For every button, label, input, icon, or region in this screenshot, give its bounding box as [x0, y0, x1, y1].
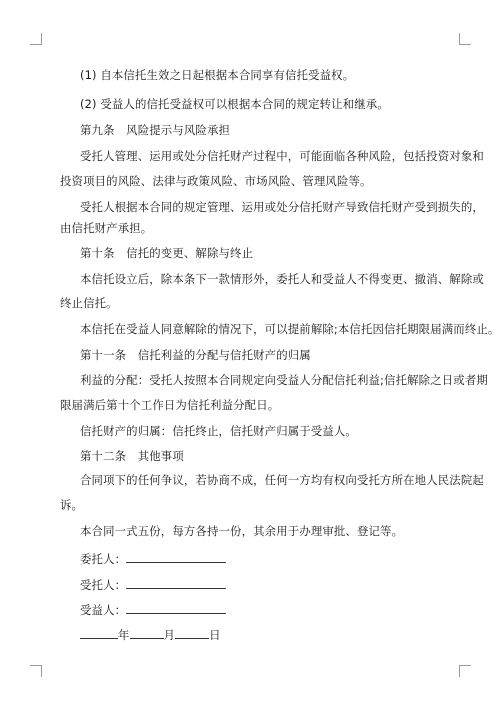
article-11-heading: 第十一条 信托利益的分配与信托财产的归属 — [80, 348, 311, 362]
article-12-heading: 第十二条 其他事项 — [80, 449, 184, 463]
paragraph-line: 受托人根据本合同的规定管理、运用或处分信托财产导致信托财产受到损失的， — [80, 200, 484, 214]
crop-mark-bottom-left — [30, 665, 42, 677]
paragraph-line: 投资项目的风险、法律与政策风险、市场风险、管理风险等。 — [60, 174, 372, 188]
day-blank — [175, 627, 209, 639]
crop-mark-top-right — [459, 33, 471, 45]
settlor-signature-blank — [126, 551, 226, 563]
crop-mark-bottom-right — [459, 665, 471, 677]
paragraph-line: 本信托在受益人同意解除的情况下，可以提前解除;本信托因信托期限届满而终止。 — [80, 322, 500, 336]
year-blank — [80, 627, 118, 639]
paragraph-line: 限届满后第十个工作日为信托利益分配日。 — [60, 398, 280, 412]
article-10-heading: 第十条 信托的变更、解除与终止 — [80, 246, 254, 260]
trustee-label: 受托人： — [80, 578, 127, 592]
paragraph-line: 本信托设立后，除本条下一款情形外，委托人和受益人不得变更、撤消、解除或 — [80, 272, 484, 286]
settlor-label: 委托人： — [80, 552, 127, 566]
beneficiary-signature-line — [80, 602, 226, 617]
paragraph-line: 诉。 — [60, 498, 84, 512]
settlor-signature-line — [80, 551, 226, 566]
paragraph-line: 合同项下的任何争议，若协商不成，任何一方均有权向受托方所在地人民法院起 — [80, 473, 484, 487]
beneficiary-label: 受益人： — [80, 603, 127, 617]
trustee-signature-line — [80, 577, 226, 592]
trustee-signature-blank — [126, 577, 226, 589]
month-blank — [130, 627, 164, 639]
month-label: 月 — [163, 628, 176, 642]
paragraph-line: 终止信托。 — [60, 296, 118, 310]
crop-mark-top-left — [30, 33, 42, 45]
paragraph-line: 由信托财产承担。 — [60, 221, 153, 235]
year-label: 年 — [118, 628, 130, 642]
date-line — [80, 627, 221, 642]
paragraph-line: 利益的分配：受托人按照本合同规定向受益人分配信托利益;信托解除之日或者期 — [80, 373, 488, 387]
paragraph-line: 本合同一式五份，每方各持一份，其余用于办理审批、登记等。 — [80, 524, 404, 538]
clause-item-2: (2) 受益人的信托受益权可以根据本合同的规定转让和继承。 — [80, 97, 389, 111]
paragraph-line: 受托人管理、运用或处分信托财产过程中，可能面临各种风险，包括投资对象和 — [80, 149, 484, 163]
day-label: 日 — [209, 628, 221, 642]
beneficiary-signature-blank — [126, 602, 226, 614]
article-9-heading: 第九条 风险提示与风险承担 — [80, 123, 231, 137]
clause-item-1: (1) 自本信托生效之日起根据本合同享有信托受益权。 — [80, 68, 355, 82]
paragraph-line: 信托财产的归属：信托终止，信托财产归属于受益人。 — [80, 424, 357, 438]
